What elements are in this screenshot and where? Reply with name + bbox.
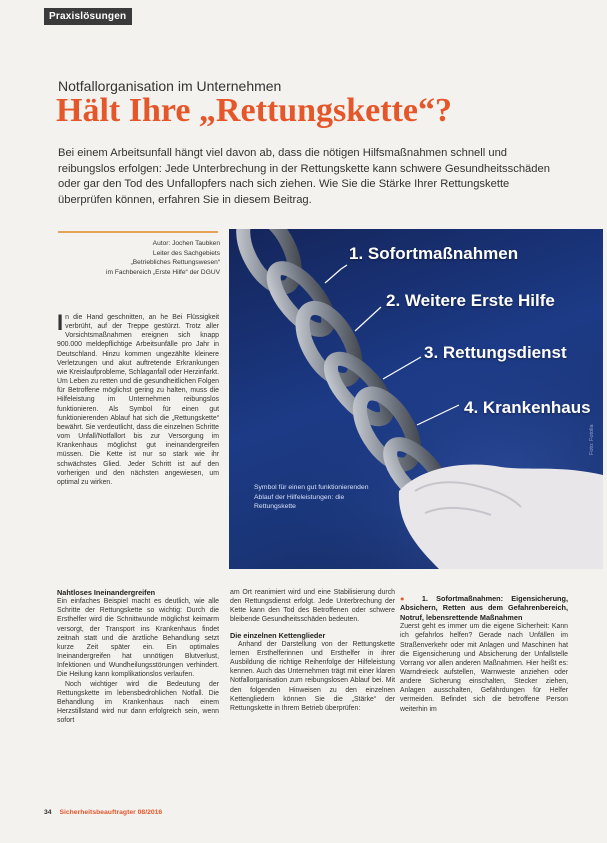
body-text: Noch wichtiger wird die Bedeutung der Rettungskette im lebensbedrohlichen Notfall. Die Behandlung im Krankenhaus nach einem Herzstillstand wird nur dann erfolgreich sein, wenn sofort [57, 680, 219, 725]
list-item [400, 594, 568, 622]
dropcap: I [57, 310, 64, 335]
chain-photo [229, 229, 603, 569]
chain-label-3: 3. Rettungsdienst [424, 343, 567, 362]
divider-rule [58, 231, 218, 233]
page-footer [44, 809, 162, 816]
body-column-3 [400, 594, 568, 714]
body-text: n die Hand geschnitten, an he Bei Flüssigkeit verbrüht, auf der Treppe gestürzt. Trotz aller Vorsichtsmaßnahmen ereignen sich knapp 900.000 meldepflichtige Arbeitsunfälle pro Jahr in Deutschland. Hinzu kommen ungezählte kleinere Verletzungen und akut auftretende Erkrankungen wie Kreislaufprobleme, Schlaganfall oder Herzinfarkt. Um Leben zu retten und die gesundheitlichen Folgen für Betroffene möglichst gering zu halten, muss die Hilfeleistung im Unternehmen reibungslos funktionieren. Als Symbol für einen gut funktionierenden Ablauf hat sich die „Rettungskette“ bewährt. Sie verdeutlicht, dass die einzelnen Schritte vom Unfall/Notfallort bis zur Versorgung im Krankenhaus möglichst gut ineinandergreifen müssen. Die Kette ist nur so stark wie ihr schwächstes Glied. Jeder Schritt ist auf den vorherigen und den nächsten angewiesen, um optimal zu wirken. [57, 314, 220, 486]
author-role: Leiter des Sachgebiets [152, 249, 220, 257]
author-organisation: im Fachbereich „Erste Hilfe“ der DGUV [106, 268, 220, 276]
author-department: „Betriebliches Rettungswesen“ [130, 259, 220, 266]
bullet-icon: ● [400, 594, 411, 603]
body-text: Ein einfaches Beispiel macht es deutlich, wie alle Schritte der Rettungskette so wichtig: Durch die Ersthelfer wird die Schnittwunde möglichst keimarm versorgt, der Transport ins Krankenhaus findet zeitnah statt und die ärztliche Behandlung setzt kurze Zeit später ein. Ein optimales Ineinandergreifen hat unnötigen Blutverlust, Infektionen und Wundheilungsstörungen verhindert. Die Heilung kann komplikationslos verlaufen. [57, 598, 219, 679]
section-tag: Praxislösungen [44, 8, 132, 25]
chain-label-4: 4. Krankenhaus [464, 398, 591, 417]
bullet-text: 1. Sofortmaßnahmen: Eigensicherung, Absichern, Retten aus dem Gefahrenbereich, Notruf, lebensrettende Maßnahmen [400, 594, 568, 622]
page-number: 34 [44, 809, 52, 816]
body-column-1-lower [57, 588, 219, 725]
article-headline: Hält Ihre „Rettungskette“? [56, 92, 452, 129]
magazine-title: Sicherheitsbeauftragter 08/2016 [59, 809, 163, 816]
author-name: Autor: Jochen Taubken [152, 240, 220, 247]
body-column-1 [57, 310, 220, 487]
photo-caption: Symbol für einen gut funktionierenden Ablauf der Hilfeleistungen: die Rettungskette [254, 484, 369, 510]
body-text: Anhand der Darstellung von der Rettungskette lernen Ersthelferinnen und Ersthelfer in ihrer Ausbildung die richtige Reihenfolge der Hilfeleistung kennen. Auch das Unternehmen trägt mit einer klaren Notfallorganisation zum reibungslosen Ablauf bei. Mit den folgenden Hinweisen zu den einzelnen Kettengliedern können Sie die „Stärke“ der Rettungskette in Ihrem Betrieb überprüfen: [230, 640, 395, 712]
subheading: Nahtloses Ineinandergreifen [57, 588, 156, 597]
body-text: am Ort reanimiert wird und eine Stabilisierung durch den Rettungsdienst erfolgt. Jede Unterbrechung der Kette kann den Tod des Betroffenen oder schwere bleibende Gesundheitsschäden bedeuten. [230, 589, 395, 624]
photo-credit: Foto: Fotolia [589, 424, 595, 455]
chain-label-1: 1. Sofortmaßnahmen [349, 244, 519, 263]
chain-label-2: 2. Weitere Erste Hilfe [386, 291, 555, 310]
subheading: Die einzelnen Kettenglieder [230, 630, 326, 640]
article-kicker: Notfallorganisation im Unternehmen [58, 78, 282, 94]
author-box [98, 239, 220, 277]
body-column-2 [230, 588, 395, 713]
body-text: Zuerst geht es immer um die eigene Sicherheit: Kann ich gefahrlos helfen? Gerade nach Unfällen im Straßenverkehr oder mit Anlagen und Maschinen hat die Eigensicherung und Absicherung der Unfallstelle Vorrang vor allen anderen Maßnahmen. Hier heißt es: Warndreieck aufstellen, Warnweste anziehen oder andere Sicherung einschalten, Stecker ziehen, Anlagen ausschalten, Gefährdungen für Helfer vermeiden. Befindet sich die betroffene Person weiterhin im [400, 623, 568, 713]
article-intro: Bei einem Arbeitsunfall hängt viel davon ab, dass die nötigen Hilfsmaßnahmen schnell und reibungslos erfolgen: Jede Unterbrechung in der Rettungskette kann schwere Gesundheitsschäden oder gar den Tod des Unfallopfers nach sich ziehen. Wie Sie die Stärke Ihrer Rettungskette überprüfen können, erfahren Sie in diesem Beitrag. [58, 147, 550, 206]
